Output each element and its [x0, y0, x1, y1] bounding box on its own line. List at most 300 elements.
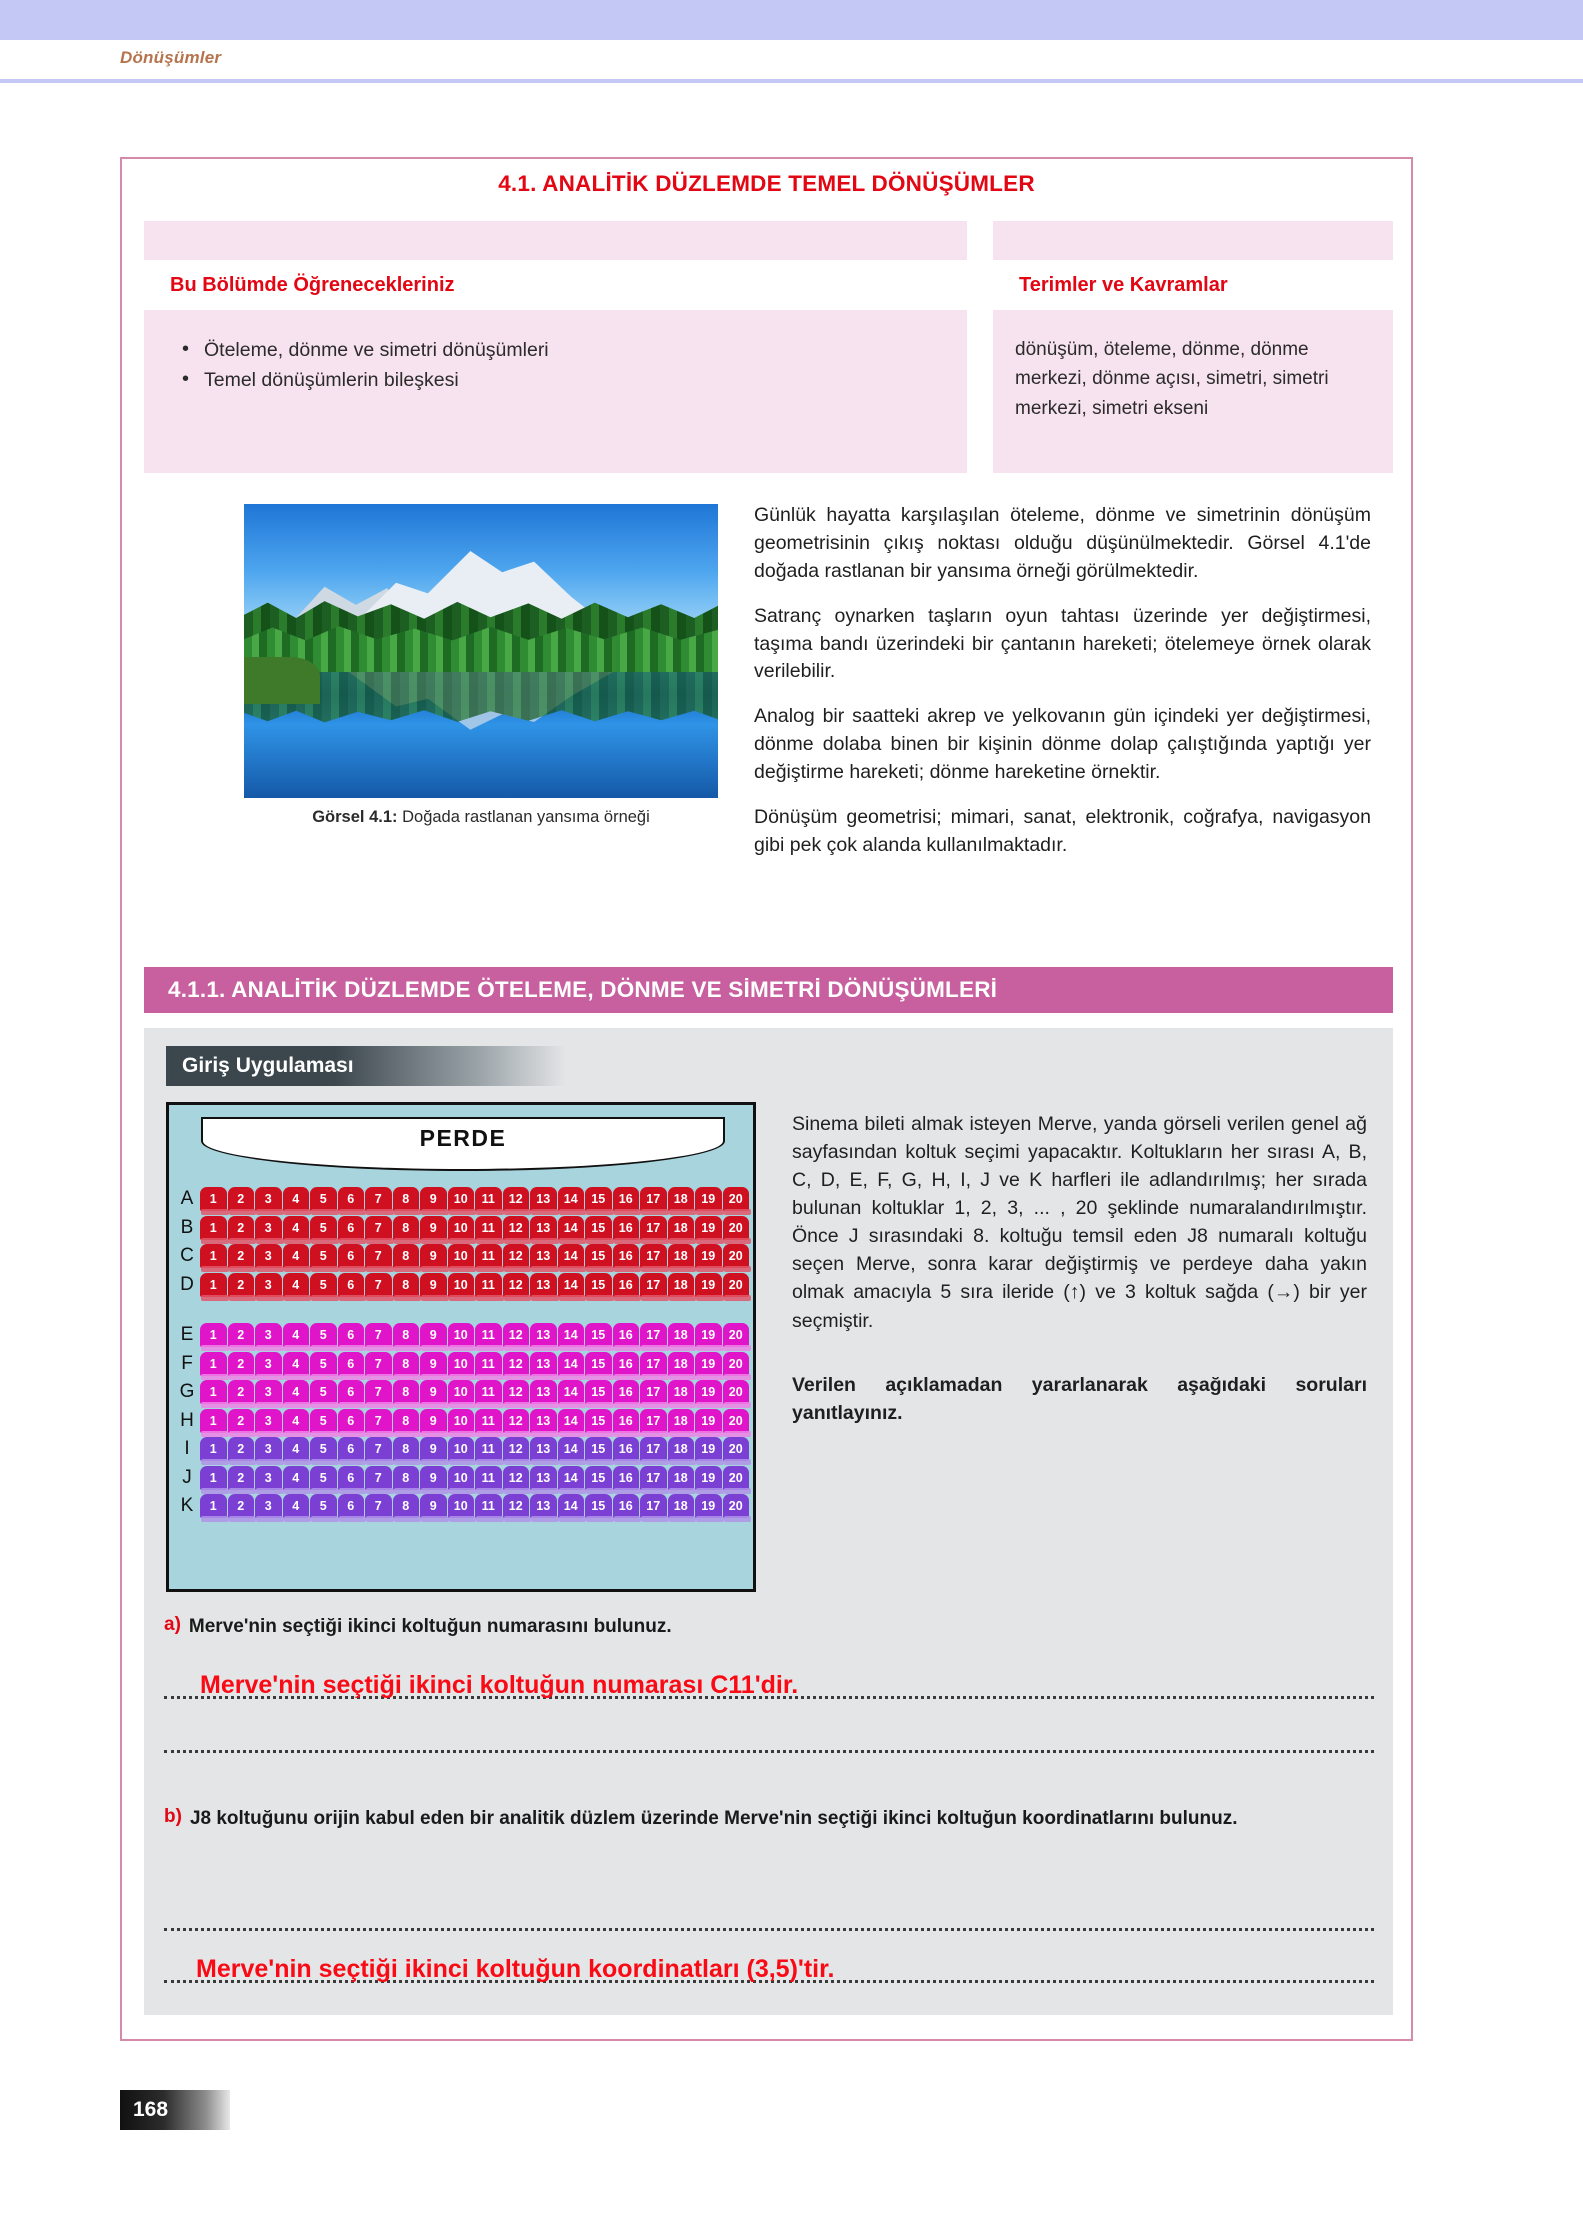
seat-H18[interactable]: 18 [668, 1409, 695, 1433]
seat-A14[interactable]: 14 [558, 1187, 585, 1211]
seat-D15[interactable]: 15 [585, 1273, 612, 1297]
intro-paragraph: Satranç oynarken taşların oyun tahtası üzerinde yer değiştirmesi, taşıma bandı üzerindeki bir çantanın hareketi; ötelemeye örnek olarak verilebilir. [754, 604, 1371, 683]
seat-C5[interactable]: 5 [310, 1244, 337, 1268]
seat-G4[interactable]: 4 [283, 1380, 310, 1404]
answer-b-line-1[interactable] [164, 1928, 1374, 1931]
question-a-letter: a) [164, 1614, 181, 1635]
answer-a-line-1[interactable] [164, 1671, 1374, 1699]
seat-E10[interactable]: 10 [448, 1323, 475, 1347]
seat-I15[interactable]: 15 [585, 1437, 612, 1461]
seat-C10[interactable]: 10 [448, 1244, 475, 1268]
seat-C11[interactable]: 11 [475, 1244, 502, 1268]
seat-J13[interactable]: 13 [530, 1466, 557, 1490]
seat-row-G [174, 1378, 754, 1407]
outcomes-header-band [144, 257, 967, 313]
seat-C2[interactable]: 2 [228, 1244, 255, 1268]
seat-A12[interactable]: 12 [503, 1187, 530, 1211]
seat-row-B [174, 1214, 754, 1243]
seat-A5[interactable]: 5 [310, 1187, 337, 1211]
seat-E14[interactable]: 14 [558, 1323, 585, 1347]
list-item: • Temel dönüşümlerin bileşkesi [178, 365, 943, 395]
seat-row-E [174, 1321, 754, 1350]
seat-I6[interactable]: 6 [338, 1437, 365, 1461]
seat-F8[interactable]: 8 [393, 1352, 420, 1376]
seat-H11[interactable]: 11 [475, 1409, 502, 1433]
seat-F6[interactable]: 6 [338, 1352, 365, 1376]
seat-E8[interactable]: 8 [393, 1323, 420, 1347]
seat-J19[interactable]: 19 [695, 1466, 722, 1490]
seat-D9[interactable]: 9 [420, 1273, 447, 1297]
terms-text: dönüşüm, öteleme, dönme, dönme merkezi, dönme açısı, simetri, simetri merkezi, simetri ekseni [1015, 339, 1329, 419]
seat-I17[interactable]: 17 [640, 1437, 667, 1461]
seat-J10[interactable]: 10 [448, 1466, 475, 1490]
outcomes-body [144, 313, 967, 473]
seat-D5[interactable]: 5 [310, 1273, 337, 1297]
dotted-rule [164, 1928, 1374, 1931]
activity-label-tab [166, 1046, 566, 1086]
seat-J11[interactable]: 11 [475, 1466, 502, 1490]
seat-H4[interactable]: 4 [283, 1409, 310, 1433]
seat-I7[interactable]: 7 [365, 1437, 392, 1461]
seat-K15[interactable]: 15 [585, 1494, 612, 1518]
nature-reflection-photo [244, 504, 718, 798]
seat-C7[interactable]: 7 [365, 1244, 392, 1268]
seat-J1[interactable]: 1 [200, 1466, 227, 1490]
seat-G9[interactable]: 9 [420, 1380, 447, 1404]
seat-E2[interactable]: 2 [228, 1323, 255, 1347]
seat-A20[interactable]: 20 [723, 1187, 750, 1211]
activity-panel [144, 1028, 1393, 2015]
seat-B7[interactable]: 7 [365, 1216, 392, 1240]
seat-D18[interactable]: 18 [668, 1273, 695, 1297]
seat-B12[interactable]: 12 [503, 1216, 530, 1240]
seat-A1[interactable]: 1 [200, 1187, 227, 1211]
question-b-letter: b) [164, 1806, 182, 1827]
seat-B16[interactable]: 16 [613, 1216, 640, 1240]
seat-G6[interactable]: 6 [338, 1380, 365, 1404]
seat-C13[interactable]: 13 [530, 1244, 557, 1268]
seat-C17[interactable]: 17 [640, 1244, 667, 1268]
seat-F17[interactable]: 17 [640, 1352, 667, 1376]
seat-F3[interactable]: 3 [255, 1352, 282, 1376]
running-header: Dönüşümler [120, 48, 222, 67]
seat-I5[interactable]: 5 [310, 1437, 337, 1461]
figure-block [244, 504, 718, 827]
seat-J5[interactable]: 5 [310, 1466, 337, 1490]
seat-H3[interactable]: 3 [255, 1409, 282, 1433]
seat-B2[interactable]: 2 [228, 1216, 255, 1240]
page-title: 4.1. ANALİTİK DÜZLEMDE TEMEL DÖNÜŞÜMLER [498, 171, 1035, 196]
seat-D2[interactable]: 2 [228, 1273, 255, 1297]
seat-row-label: H [180, 1409, 194, 1431]
activity-label: Giriş Uygulaması [182, 1054, 354, 1077]
seat-H5[interactable]: 5 [310, 1409, 337, 1433]
seat-H6[interactable]: 6 [338, 1409, 365, 1433]
seat-G7[interactable]: 7 [365, 1380, 392, 1404]
seat-A6[interactable]: 6 [338, 1187, 365, 1211]
question-b-row [164, 1806, 1374, 1832]
question-b-text: J8 koltuğunu orijin kabul eden bir analitik düzlem üzerinde Merve'nin seçtiği ikinci koltuğun koordinatlarını bulunuz. [189, 1808, 1238, 1829]
seat-J17[interactable]: 17 [640, 1466, 667, 1490]
seat-J18[interactable]: 18 [668, 1466, 695, 1490]
seat-B19[interactable]: 19 [695, 1216, 722, 1240]
figure-caption [244, 808, 718, 827]
seat-K3[interactable]: 3 [255, 1494, 282, 1518]
seat-E5[interactable]: 5 [310, 1323, 337, 1347]
seat-E12[interactable]: 12 [503, 1323, 530, 1347]
seat-I19[interactable]: 19 [695, 1437, 722, 1461]
seat-I4[interactable]: 4 [283, 1437, 310, 1461]
seat-C9[interactable]: 9 [420, 1244, 447, 1268]
seat-G5[interactable]: 5 [310, 1380, 337, 1404]
seat-A7[interactable]: 7 [365, 1187, 392, 1211]
seat-F13[interactable]: 13 [530, 1352, 557, 1376]
seat-C3[interactable]: 3 [255, 1244, 282, 1268]
seat-C1[interactable]: 1 [200, 1244, 227, 1268]
seat-E3[interactable]: 3 [255, 1323, 282, 1347]
seat-K5[interactable]: 5 [310, 1494, 337, 1518]
seat-D16[interactable]: 16 [613, 1273, 640, 1297]
seat-F4[interactable]: 4 [283, 1352, 310, 1376]
seat-E6[interactable]: 6 [338, 1323, 365, 1347]
seat-E13[interactable]: 13 [530, 1323, 557, 1347]
seat-I20[interactable]: 20 [723, 1437, 750, 1461]
seat-A3[interactable]: 3 [255, 1187, 282, 1211]
seat-J3[interactable]: 3 [255, 1466, 282, 1490]
seat-B13[interactable]: 13 [530, 1216, 557, 1240]
answer-a-ruled-line [164, 1671, 1374, 1699]
seat-B8[interactable]: 8 [393, 1216, 420, 1240]
photo-shore [244, 657, 320, 704]
seat-C19[interactable]: 19 [695, 1244, 722, 1268]
seat-C12[interactable]: 12 [503, 1244, 530, 1268]
seat-G12[interactable]: 12 [503, 1380, 530, 1404]
seat-D11[interactable]: 11 [475, 1273, 502, 1297]
seat-G2[interactable]: 2 [228, 1380, 255, 1404]
seat-I12[interactable]: 12 [503, 1437, 530, 1461]
answer-b-line-2[interactable] [164, 1955, 1374, 1983]
seat-B11[interactable]: 11 [475, 1216, 502, 1240]
terms-header: Terimler ve Kavramlar [1019, 273, 1228, 296]
seat-J6[interactable]: 6 [338, 1466, 365, 1490]
dotted-rule [164, 1750, 1374, 1753]
outcomes-list [178, 335, 943, 395]
answer-b-text: Merve'nin seçtiği ikinci koltuğun koordinatları (3,5)'tir. [196, 1955, 835, 1983]
seat-B20[interactable]: 20 [723, 1216, 750, 1240]
seat-H9[interactable]: 9 [420, 1409, 447, 1433]
seat-B3[interactable]: 3 [255, 1216, 282, 1240]
seat-J7[interactable]: 7 [365, 1466, 392, 1490]
seat-A16[interactable]: 16 [613, 1187, 640, 1211]
seat-row-label: C [180, 1245, 194, 1267]
seat-A11[interactable]: 11 [475, 1187, 502, 1211]
seat-H16[interactable]: 16 [613, 1409, 640, 1433]
seat-H19[interactable]: 19 [695, 1409, 722, 1433]
seat-row-label: J [182, 1466, 192, 1488]
page-number-tab [120, 2090, 230, 2130]
seat-B1[interactable]: 1 [200, 1216, 227, 1240]
seat-B4[interactable]: 4 [283, 1216, 310, 1240]
seat-row-label: F [181, 1352, 193, 1374]
seat-G8[interactable]: 8 [393, 1380, 420, 1404]
seat-F7[interactable]: 7 [365, 1352, 392, 1376]
seat-C20[interactable]: 20 [723, 1244, 750, 1268]
seat-I13[interactable]: 13 [530, 1437, 557, 1461]
seat-G13[interactable]: 13 [530, 1380, 557, 1404]
seat-K11[interactable]: 11 [475, 1494, 502, 1518]
seat-row-C [174, 1242, 754, 1271]
seat-F5[interactable]: 5 [310, 1352, 337, 1376]
seat-F16[interactable]: 16 [613, 1352, 640, 1376]
seat-C14[interactable]: 14 [558, 1244, 585, 1268]
subsection-title: 4.1.1. ANALİTİK DÜZLEMDE ÖTELEME, DÖNME VE SİMETRİ DÖNÜŞÜMLERİ [168, 977, 998, 1002]
figure-caption-label: Görsel 4.1: [312, 808, 398, 826]
seat-A13[interactable]: 13 [530, 1187, 557, 1211]
screen-shape [201, 1117, 725, 1171]
seat-B17[interactable]: 17 [640, 1216, 667, 1240]
explanation-text: Sinema bileti almak isteyen Merve, yanda görseli verilen genel ağ sayfasından koltuk seçimi yapacaktır. Koltukların her sırası A, B, C, D, E, F, G, H, I, J ve K harfleri ile adlandırılmış; her sırada bulunan koltuklar 1, 2, 3, ... , 20 şeklinde numaralandırılmıştır. Önce J sırasındaki 8. koltuğu temsil eden J8 numaralı koltuğu seçen Merve, sonra karar değiştirmiş ve perdeye daha yakın olmak amacıyla 5 sıra ileride (↑) ve 3 koltuk sağda (→) bir yer seçmiştir. [792, 1113, 1367, 1332]
seat-K14[interactable]: 14 [558, 1494, 585, 1518]
seat-H12[interactable]: 12 [503, 1409, 530, 1433]
list-item: • Öteleme, dönme ve simetri dönüşümleri [178, 335, 943, 365]
question-a-row [164, 1614, 1374, 1640]
seat-K6[interactable]: 6 [338, 1494, 365, 1518]
seat-row-label: B [180, 1216, 194, 1238]
outcomes-terms-wrapper [144, 221, 1393, 473]
seat-D6[interactable]: 6 [338, 1273, 365, 1297]
seat-J20[interactable]: 20 [723, 1466, 750, 1490]
seat-row-D [174, 1271, 754, 1300]
seat-A8[interactable]: 8 [393, 1187, 420, 1211]
seat-H10[interactable]: 10 [448, 1409, 475, 1433]
seat-F20[interactable]: 20 [723, 1352, 750, 1376]
seat-K2[interactable]: 2 [228, 1494, 255, 1518]
seat-B18[interactable]: 18 [668, 1216, 695, 1240]
header-rule [0, 79, 1583, 83]
seat-A19[interactable]: 19 [695, 1187, 722, 1211]
seat-H7[interactable]: 7 [365, 1409, 392, 1433]
seat-H14[interactable]: 14 [558, 1409, 585, 1433]
seat-row-I [174, 1435, 754, 1464]
question-b [164, 1806, 1374, 1832]
seat-D13[interactable]: 13 [530, 1273, 557, 1297]
seat-D14[interactable]: 14 [558, 1273, 585, 1297]
terms-header-band [993, 257, 1393, 313]
seat-J14[interactable]: 14 [558, 1466, 585, 1490]
seat-E17[interactable]: 17 [640, 1323, 667, 1347]
seat-I9[interactable]: 9 [420, 1437, 447, 1461]
seat-K12[interactable]: 12 [503, 1494, 530, 1518]
seat-B10[interactable]: 10 [448, 1216, 475, 1240]
seat-K20[interactable]: 20 [723, 1494, 750, 1518]
seat-E1[interactable]: 1 [200, 1323, 227, 1347]
seat-I14[interactable]: 14 [558, 1437, 585, 1461]
seat-E19[interactable]: 19 [695, 1323, 722, 1347]
seat-I2[interactable]: 2 [228, 1437, 255, 1461]
seat-K18[interactable]: 18 [668, 1494, 695, 1518]
seat-A18[interactable]: 18 [668, 1187, 695, 1211]
seat-H8[interactable]: 8 [393, 1409, 420, 1433]
seat-K9[interactable]: 9 [420, 1494, 447, 1518]
seat-F18[interactable]: 18 [668, 1352, 695, 1376]
seat-E15[interactable]: 15 [585, 1323, 612, 1347]
seat-A4[interactable]: 4 [283, 1187, 310, 1211]
seat-J8[interactable]: 8 [393, 1466, 420, 1490]
seat-I18[interactable]: 18 [668, 1437, 695, 1461]
seat-A17[interactable]: 17 [640, 1187, 667, 1211]
seat-D20[interactable]: 20 [723, 1273, 750, 1297]
seat-row-label: D [180, 1273, 194, 1295]
seat-G1[interactable]: 1 [200, 1380, 227, 1404]
seat-row-F [174, 1350, 754, 1379]
seat-G14[interactable]: 14 [558, 1380, 585, 1404]
subsection-band [144, 967, 1393, 1013]
seat-A2[interactable]: 2 [228, 1187, 255, 1211]
seat-A9[interactable]: 9 [420, 1187, 447, 1211]
seat-J9[interactable]: 9 [420, 1466, 447, 1490]
seat-H20[interactable]: 20 [723, 1409, 750, 1433]
seat-row-label: I [184, 1438, 190, 1460]
seat-C8[interactable]: 8 [393, 1244, 420, 1268]
seat-B5[interactable]: 5 [310, 1216, 337, 1240]
page-number: 168 [133, 2098, 169, 2121]
answer-b-ruled-line [164, 1955, 1374, 1983]
question-a [164, 1614, 1374, 1640]
seat-H17[interactable]: 17 [640, 1409, 667, 1433]
seat-G11[interactable]: 11 [475, 1380, 502, 1404]
intro-paragraph: Günlük hayatta karşılaşılan öteleme, dönme ve simetrinin dönüşüm geometrisinin çıkış noktası olduğu düşünülmektedir. Görsel 4.1'de doğada rastlanan bir yansıma örneği görülmektedir. [754, 504, 1371, 582]
intro-text-column [754, 502, 1371, 877]
seat-D17[interactable]: 17 [640, 1273, 667, 1297]
seat-F15[interactable]: 15 [585, 1352, 612, 1376]
seat-H2[interactable]: 2 [228, 1409, 255, 1433]
terms-box [993, 221, 1393, 473]
answer-a-text: Merve'nin seçtiği ikinci koltuğun numarası C11'dir. [200, 1671, 799, 1699]
seat-G16[interactable]: 16 [613, 1380, 640, 1404]
seat-E16[interactable]: 16 [613, 1323, 640, 1347]
seat-H15[interactable]: 15 [585, 1409, 612, 1433]
seat-K1[interactable]: 1 [200, 1494, 227, 1518]
seat-D19[interactable]: 19 [695, 1273, 722, 1297]
outcomes-tab-strip [144, 221, 967, 257]
seat-I16[interactable]: 16 [613, 1437, 640, 1461]
seat-row-A [174, 1185, 754, 1214]
screen-label: PERDE [419, 1125, 507, 1151]
seat-I3[interactable]: 3 [255, 1437, 282, 1461]
seat-F10[interactable]: 10 [448, 1352, 475, 1376]
seat-C16[interactable]: 16 [613, 1244, 640, 1268]
seat-I10[interactable]: 10 [448, 1437, 475, 1461]
seat-E18[interactable]: 18 [668, 1323, 695, 1347]
seat-K4[interactable]: 4 [283, 1494, 310, 1518]
seat-B15[interactable]: 15 [585, 1216, 612, 1240]
content-frame [120, 157, 1413, 2041]
seat-D3[interactable]: 3 [255, 1273, 282, 1297]
intro-paragraph: Dönüşüm geometrisi; mimari, sanat, elektronik, coğrafya, navigasyon gibi pek çok alanda kullanılmaktadır. [754, 805, 1371, 856]
seat-G20[interactable]: 20 [723, 1380, 750, 1404]
seat-H1[interactable]: 1 [200, 1409, 227, 1433]
seat-row-label: A [180, 1188, 194, 1210]
terms-body [993, 313, 1393, 473]
seat-D10[interactable]: 10 [448, 1273, 475, 1297]
outcomes-header: Bu Bölümde Öğrenecekleriniz [170, 273, 455, 296]
seat-G3[interactable]: 3 [255, 1380, 282, 1404]
learning-outcomes-box [144, 221, 967, 473]
seat-J16[interactable]: 16 [613, 1466, 640, 1490]
seat-F19[interactable]: 19 [695, 1352, 722, 1376]
seat-E20[interactable]: 20 [723, 1323, 750, 1347]
seat-A10[interactable]: 10 [448, 1187, 475, 1211]
seat-K8[interactable]: 8 [393, 1494, 420, 1518]
figure-caption-text: Doğada rastlanan yansıma örneği [402, 808, 650, 826]
seat-G17[interactable]: 17 [640, 1380, 667, 1404]
seat-rows-container [174, 1185, 754, 1521]
seat-G18[interactable]: 18 [668, 1380, 695, 1404]
seat-D12[interactable]: 12 [503, 1273, 530, 1297]
seat-F14[interactable]: 14 [558, 1352, 585, 1376]
seat-E11[interactable]: 11 [475, 1323, 502, 1347]
seat-B14[interactable]: 14 [558, 1216, 585, 1240]
seat-G19[interactable]: 19 [695, 1380, 722, 1404]
seat-F1[interactable]: 1 [200, 1352, 227, 1376]
seat-B6[interactable]: 6 [338, 1216, 365, 1240]
seat-D4[interactable]: 4 [283, 1273, 310, 1297]
seat-H13[interactable]: 13 [530, 1409, 557, 1433]
activity-explanation [792, 1110, 1367, 1427]
seat-K13[interactable]: 13 [530, 1494, 557, 1518]
seat-J15[interactable]: 15 [585, 1466, 612, 1490]
seat-F9[interactable]: 9 [420, 1352, 447, 1376]
seat-F11[interactable]: 11 [475, 1352, 502, 1376]
seat-C18[interactable]: 18 [668, 1244, 695, 1268]
seat-J4[interactable]: 4 [283, 1466, 310, 1490]
seat-J12[interactable]: 12 [503, 1466, 530, 1490]
explanation-instruction: Verilen açıklamadan yararlanarak aşağıdaki soruları yanıtlayınız. [792, 1373, 1367, 1424]
seat-A15[interactable]: 15 [585, 1187, 612, 1211]
seat-F2[interactable]: 2 [228, 1352, 255, 1376]
seat-E4[interactable]: 4 [283, 1323, 310, 1347]
question-a-text: Merve'nin seçtiği ikinci koltuğun numarasını bulunuz. [188, 1616, 672, 1637]
seat-E7[interactable]: 7 [365, 1323, 392, 1347]
seat-J2[interactable]: 2 [228, 1466, 255, 1490]
seat-I11[interactable]: 11 [475, 1437, 502, 1461]
seat-D7[interactable]: 7 [365, 1273, 392, 1297]
seat-G15[interactable]: 15 [585, 1380, 612, 1404]
seat-C4[interactable]: 4 [283, 1244, 310, 1268]
seat-row-label: E [180, 1324, 194, 1346]
seat-K17[interactable]: 17 [640, 1494, 667, 1518]
answer-a-line-2[interactable] [164, 1750, 1374, 1753]
seat-row-J [174, 1464, 754, 1493]
seat-C15[interactable]: 15 [585, 1244, 612, 1268]
seat-K10[interactable]: 10 [448, 1494, 475, 1518]
seat-I8[interactable]: 8 [393, 1437, 420, 1461]
seat-B9[interactable]: 9 [420, 1216, 447, 1240]
intro-paragraph: Analog bir saatteki akrep ve yelkovanın gün içindeki yer değiştirmesi, dönme dolaba binen bir kişinin dönme dolap çalıştığında yaptığı yer değiştirme hareketi; dönme hareketine örnektir. [754, 705, 1371, 783]
seat-E9[interactable]: 9 [420, 1323, 447, 1347]
seat-D8[interactable]: 8 [393, 1273, 420, 1297]
seat-K19[interactable]: 19 [695, 1494, 722, 1518]
seat-G10[interactable]: 10 [448, 1380, 475, 1404]
top-color-band [0, 0, 1583, 40]
seat-K16[interactable]: 16 [613, 1494, 640, 1518]
seat-C6[interactable]: 6 [338, 1244, 365, 1268]
terms-tab-strip [993, 221, 1393, 257]
seat-D1[interactable]: 1 [200, 1273, 227, 1297]
seat-K7[interactable]: 7 [365, 1494, 392, 1518]
seat-I1[interactable]: 1 [200, 1437, 227, 1461]
seat-F12[interactable]: 12 [503, 1352, 530, 1376]
